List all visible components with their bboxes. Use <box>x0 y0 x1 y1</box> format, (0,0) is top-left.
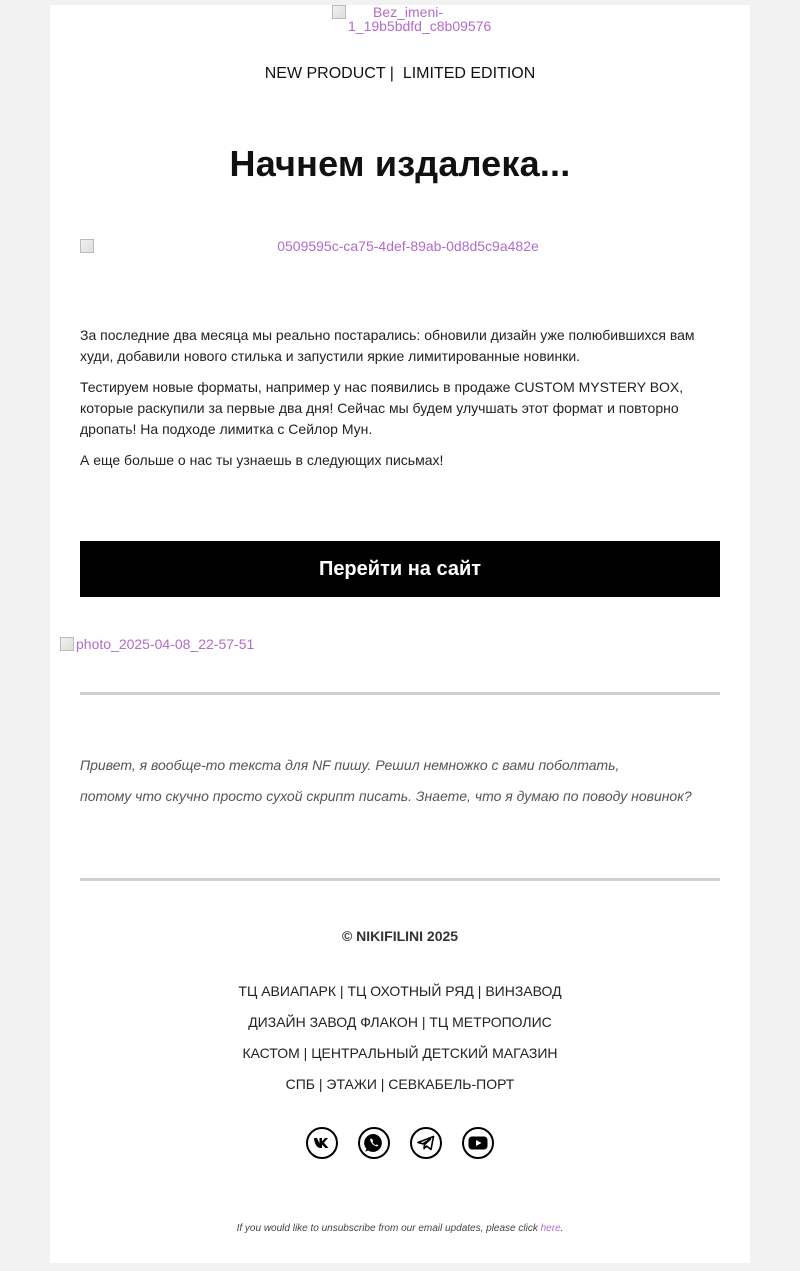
quote-block <box>80 750 720 812</box>
body-paragraph: А еще больше о нас ты узнаешь в следующих письмах! <box>80 452 444 468</box>
youtube-icon[interactable] <box>462 1127 494 1159</box>
social-links <box>50 1127 750 1161</box>
store-line[interactable]: СПБ | ЭТАЖИ | СЕВКАБЕЛЬ-ПОРТ <box>285 1076 515 1092</box>
copyright: © NIKIFILINI 2025 <box>341 928 459 944</box>
go-to-site-button[interactable]: Перейти на сайт <box>80 541 720 597</box>
store-line[interactable]: КАСТОМ | ЦЕНТРАЛЬНЫЙ ДЕТСКИЙ МАГАЗИН <box>242 1045 558 1061</box>
body-paragraph: Тестируем новые форматы, например у нас появились в продаже CUSTOM MYSTERY BOX, которые раскупили за первые два дня! Сейчас мы будем улучшать этот формат и повторно дропать! На подходе лимитка с Сейлор Мун. <box>80 379 684 437</box>
divider <box>80 692 720 695</box>
nav-link-limited-edition[interactable]: LIMITED EDITION <box>402 65 536 82</box>
nav-link-new-product[interactable]: NEW PRODUCT | <box>264 65 394 82</box>
divider <box>80 878 720 881</box>
photo-image[interactable] <box>60 637 360 653</box>
top-nav <box>50 65 750 83</box>
brand-logo-alt-text: Bez_imeni-1_19b5bdfd_c8b09576 <box>348 4 492 34</box>
brand-logo-image[interactable] <box>330 4 492 49</box>
store-list <box>50 976 750 1100</box>
unsubscribe-period: . <box>560 1223 564 1234</box>
unsubscribe-text: If you would like to unsubscribe from our email updates, please click <box>236 1223 538 1234</box>
store-line[interactable]: ДИЗАЙН ЗАВОД ФЛАКОН | ТЦ МЕТРОПОЛИС <box>248 1014 552 1030</box>
body-paragraph: За последние два месяца мы реально постарались: обновили дизайн уже полюбившихся вам худи, добавили нового стилька и запустили яркие лимитированные новинки. <box>80 327 695 364</box>
store-line[interactable]: ТЦ АВИАПАРК | ТЦ ОХОТНЫЙ РЯД | ВИНЗАВОД <box>238 983 562 999</box>
broken-image-icon <box>80 239 94 253</box>
headline: Начнем издалека... <box>229 143 571 184</box>
body-text <box>80 325 720 481</box>
quote-line: Привет, я вообще-то текста для NF пишу. Решил немножко с вами поболтать, <box>80 757 620 773</box>
telegram-icon[interactable] <box>410 1127 442 1159</box>
unsubscribe-link[interactable]: here <box>540 1223 561 1234</box>
photo-image-alt-text: photo_2025-04-08_22-57-51 <box>76 636 255 652</box>
quote-line: потому что скучно просто сухой скрипт писать. Знаете, что я думаю по поводу новинок? <box>80 788 692 804</box>
broken-image-icon <box>60 637 74 651</box>
broken-image-icon <box>332 5 346 19</box>
hero-image[interactable] <box>80 239 720 259</box>
vk-icon[interactable] <box>306 1127 338 1159</box>
whatsapp-icon[interactable] <box>358 1127 390 1159</box>
unsubscribe-note <box>50 1223 750 1234</box>
email-card <box>50 5 750 1263</box>
hero-image-alt-text: 0509595c-ca75-4def-89ab-0d8d5c9a482e <box>277 238 539 254</box>
